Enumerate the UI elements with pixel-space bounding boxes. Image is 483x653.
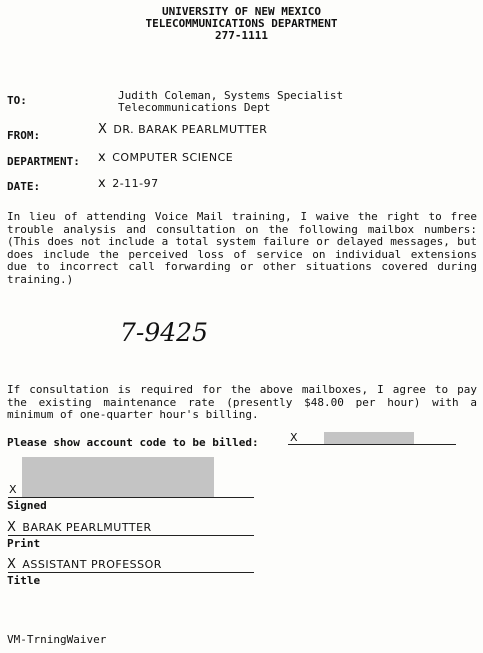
- department-handwritten: [98, 150, 233, 165]
- account-code-line: [288, 444, 456, 445]
- mailbox-number: 7-9425: [120, 318, 208, 347]
- date-handwritten: [98, 176, 159, 191]
- from-handwritten: [98, 122, 267, 137]
- department-value: COMPUTER SCIENCE: [112, 151, 234, 164]
- print-line: [8, 535, 254, 536]
- department-mark: x: [98, 150, 107, 165]
- to-label: TO:: [7, 94, 27, 107]
- from-mark: X: [98, 122, 108, 137]
- waiver-paragraph: In lieu of attending Voice Mail training, I waive the right to free trouble analysis and consultation on the following mailbox numbers: (This does not include a total system failure or delayed messages, but does include the perceived loss of service on individual extensions due to incorrect call forwarding or other situations covered during training.): [7, 210, 477, 286]
- signature-redaction: [22, 457, 214, 497]
- print-handwritten: [7, 520, 152, 535]
- print-label: Print: [7, 537, 41, 550]
- signature-mark: X: [9, 483, 18, 496]
- department-label: DEPARTMENT:: [7, 155, 80, 168]
- date-mark: x: [98, 176, 107, 191]
- signed-label: Signed: [7, 499, 47, 512]
- date-label: DATE:: [7, 180, 41, 193]
- title-handwritten: [7, 557, 162, 572]
- signature-line: [8, 497, 254, 498]
- to-value-line2: Telecommunications Dept: [118, 101, 271, 114]
- title-line: [8, 572, 254, 573]
- print-value: BARAK PEARLMUTTER: [22, 521, 152, 534]
- from-label: FROM:: [7, 129, 41, 142]
- print-mark: X: [7, 520, 17, 535]
- header-university: UNIVERSITY OF NEW MEXICO: [162, 5, 321, 18]
- title-mark: X: [7, 557, 17, 572]
- date-value: 2-11-97: [112, 177, 159, 190]
- title-value: ASSISTANT PROFESSOR: [22, 558, 162, 571]
- header-phone: 277-1111: [215, 29, 268, 42]
- from-value: DR. BARAK PEARLMUTTER: [113, 123, 268, 136]
- footer-doc-id: VM-TrningWaiver: [7, 633, 107, 646]
- account-code-label: Please show account code to be billed:: [7, 436, 259, 449]
- account-code-redaction: [324, 432, 414, 444]
- consultation-paragraph: If consultation is required for the above mailboxes, I agree to pay the existing maintenance rate (presently $48.00 per hour) with a minimum of one-quarter hour's billing.: [7, 383, 477, 421]
- account-code-mark: X: [290, 431, 299, 444]
- title-label: Title: [7, 574, 41, 587]
- to-value-line1: Judith Coleman, Systems Specialist: [118, 89, 344, 102]
- header-department: TELECOMMUNICATIONS DEPARTMENT: [145, 17, 338, 30]
